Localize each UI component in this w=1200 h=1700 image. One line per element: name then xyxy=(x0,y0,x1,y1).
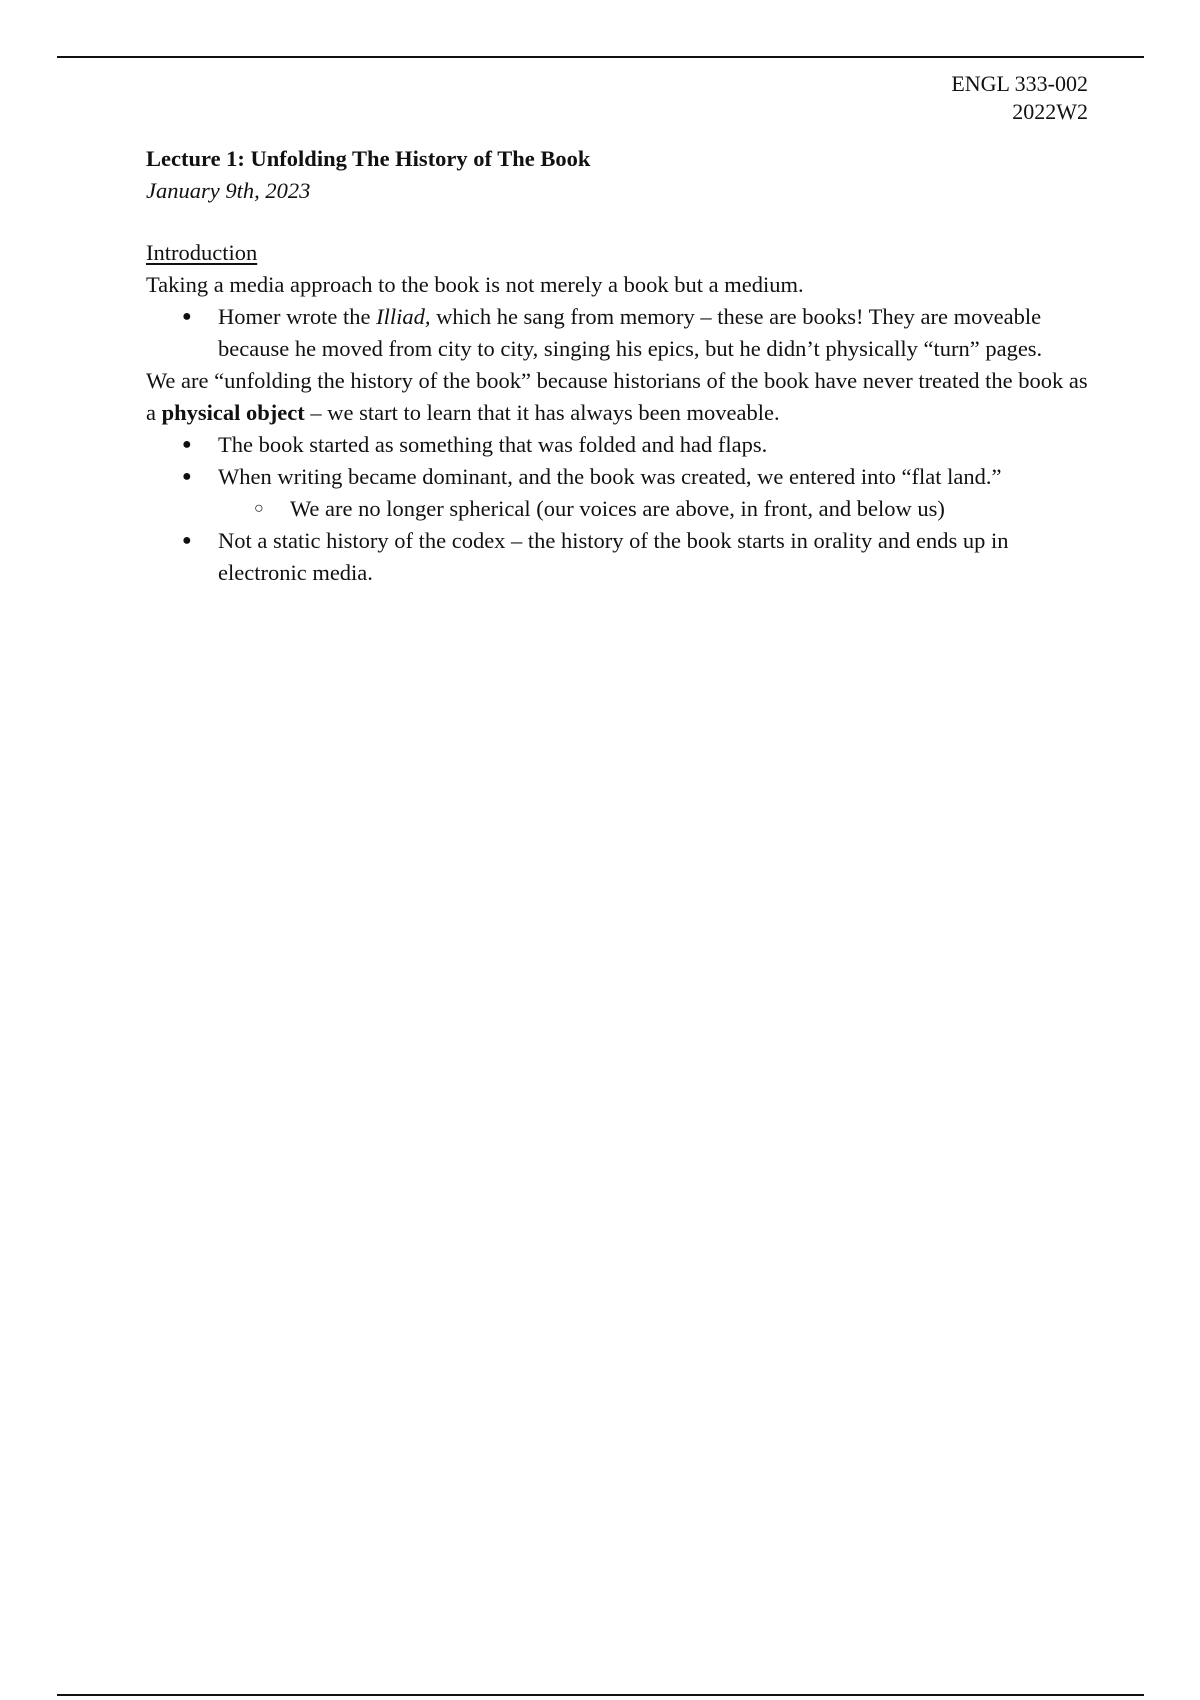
top-rule xyxy=(57,56,1144,58)
paragraph-media-approach: Taking a media approach to the book is not merely a book but a medium. xyxy=(146,272,804,297)
illiad-title: Illiad, xyxy=(376,304,431,329)
lecture-title: Lecture 1: Unfolding The History of The Book xyxy=(146,146,591,171)
sub-bullet-spherical: ○ We are no longer spherical (our voices are above, in front, and below us) xyxy=(218,493,1092,525)
bullet-list-1 xyxy=(146,301,1092,365)
bullet-flat-land-text: When writing became dominant, and the book was created, we entered into “flat land.” xyxy=(218,464,1002,489)
paragraph-unfolding xyxy=(146,365,1092,429)
bottom-rule xyxy=(57,1694,1144,1696)
document-body xyxy=(146,143,1092,589)
bullet-codex: ● Not a static history of the codex – the history of the book starts in orality and ends up in electronic media. xyxy=(146,525,1092,589)
sub-bullet-list xyxy=(218,493,1092,525)
course-code: ENGL 333-002 xyxy=(951,71,1088,96)
bullet-homer xyxy=(146,301,1092,365)
bullet-list-2 xyxy=(146,429,1092,589)
paragraph-unfolding-pre: We are “unfolding the history of the book” because historians of the book have never treated the book as a xyxy=(146,368,1088,425)
physical-object-emphasis: physical object xyxy=(161,400,305,425)
section-heading: Introduction xyxy=(146,240,258,265)
bullet-folded: ● The book started as something that was folded and had flaps. xyxy=(146,429,1092,461)
bullet-flat-land xyxy=(146,461,1092,525)
bullet-homer-post: which he sang from memory – these are books! They are moveable because he moved from city to city, singing his epics, but he didn’t physically “turn” pages. xyxy=(218,304,1043,361)
bullet-homer-pre: Homer wrote the xyxy=(218,304,377,329)
course-header xyxy=(951,70,1088,126)
paragraph-unfolding-post: – we start to learn that it has always been moveable. xyxy=(304,400,780,425)
lecture-date: January 9th, 2023 xyxy=(146,178,311,203)
term: 2022W2 xyxy=(1012,99,1088,124)
